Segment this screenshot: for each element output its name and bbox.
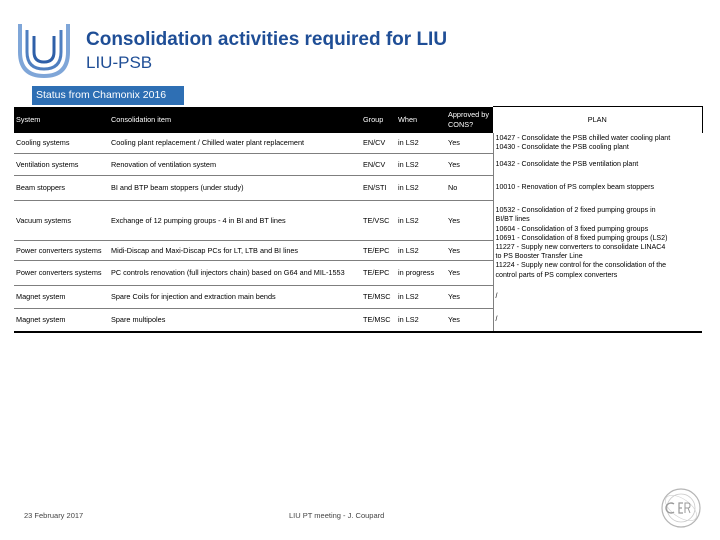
header-approved: Approved by CONS? [446, 107, 493, 133]
header-when: When [396, 107, 446, 133]
header-item: Consolidation item [109, 107, 361, 133]
cell-system: Ventilation systems [14, 154, 109, 176]
cell-when: in LS2 [396, 241, 446, 261]
table-row [14, 133, 702, 154]
cell-plan [493, 154, 702, 176]
cell-approved: Yes [446, 286, 493, 309]
plan-line: 11227 - Supply new converters to consolidate LINAC4 [495, 243, 666, 251]
status-badge: Status from Chamonix 2016 [32, 86, 184, 105]
footer-date: 23 February 2017 [24, 511, 84, 520]
cell-item: BI and BTP beam stoppers (under study) [109, 176, 361, 201]
cell-plan [493, 133, 702, 154]
cell-group: TE/MSC [361, 286, 396, 309]
cell-group: EN/CV [361, 133, 396, 154]
cell-system: Power converters systems [14, 261, 109, 286]
cell-approved: Yes [446, 133, 493, 154]
cell-when: in LS2 [396, 133, 446, 154]
cell-system: Cooling systems [14, 133, 109, 154]
plan-line: / [495, 314, 498, 323]
cell-approved: Yes [446, 241, 493, 261]
cell-system: Power converters systems [14, 241, 109, 261]
cell-group: EN/STI [361, 176, 396, 201]
cell-plan [493, 309, 702, 332]
cell-when: in progress [396, 261, 446, 286]
plan-line: 10532 - Consolidation of 2 fixed pumping groups in [495, 206, 656, 215]
cell-when: in LS2 [396, 309, 446, 332]
footer-meeting: LIU PT meeting - J. Coupard [289, 511, 385, 520]
plan-line: 10604 - Consolidation of 3 fixed pumping groups [495, 224, 649, 233]
plan-line: 10430 - Consolidate the PSB cooling plant [495, 143, 629, 151]
table-row [14, 309, 702, 332]
cell-approved: Yes [446, 261, 493, 286]
cell-plan [493, 176, 702, 201]
cell-group: TE/EPC [361, 241, 396, 261]
cell-item: Spare multipoles [109, 309, 361, 332]
plan-line: to PS Booster Transfer Line [495, 252, 583, 261]
cell-plan-merged [493, 201, 702, 286]
page-subtitle: LIU-PSB [86, 53, 153, 72]
table-row [14, 154, 702, 176]
cern-logo [659, 486, 703, 530]
cell-group: TE/VSC [361, 201, 396, 241]
cell-approved: Yes [446, 201, 493, 241]
cell-approved: No [446, 176, 493, 201]
cell-system: Magnet system [14, 286, 109, 309]
plan-line: 10427 - Consolidate the PSB chilled water cooling plant [495, 133, 671, 142]
table-row [14, 201, 702, 241]
cell-item: Renovation of ventilation system [109, 154, 361, 176]
plan-line: 10432 - Consolidate the PSB ventilation plant [495, 159, 639, 168]
cell-system: Magnet system [14, 309, 109, 332]
cell-group: EN/CV [361, 154, 396, 176]
cell-system: Vacuum systems [14, 201, 109, 241]
cell-approved: Yes [446, 309, 493, 332]
plan-line: BI/BT lines [495, 215, 530, 224]
table-row [14, 286, 702, 309]
plan-line: 11224 - Supply new control for the consolidation of the [495, 261, 667, 270]
cell-item: Exchange of 12 pumping groups - 4 in BI and BT lines [109, 201, 361, 241]
cell-when: in LS2 [396, 154, 446, 176]
plan-line: control parts of PS complex converters [495, 270, 618, 279]
cell-approved: Yes [446, 154, 493, 176]
table-row [14, 176, 702, 201]
page-title: Consolidation activities required for LIU [86, 29, 448, 50]
plan-line: 10691 - Consolidation of 8 fixed pumping groups (LS2) [495, 233, 668, 242]
header-plan: PLAN [493, 107, 702, 133]
cell-item: Midi-Discap and Maxi-Discap PCs for LT, LTB and BI lines [109, 241, 361, 261]
cell-group: TE/MSC [361, 309, 396, 332]
liu-logo [14, 22, 74, 80]
plan-line: / [495, 292, 498, 301]
cell-when: in LS2 [396, 201, 446, 241]
plan-line: 10010 - Renovation of PS complex beam stoppers [495, 183, 655, 192]
table-header-row [14, 107, 702, 133]
cell-item: Spare Coils for injection and extraction main bends [109, 286, 361, 309]
cell-item: PC controls renovation (full injectors chain) based on G64 and MIL-1553 [109, 261, 361, 286]
cell-item: Cooling plant replacement / Chilled water plant replacement [109, 133, 361, 154]
header-group: Group [361, 107, 396, 133]
header-system: System [14, 107, 109, 133]
cell-when: in LS2 [396, 176, 446, 201]
cell-group: TE/EPC [361, 261, 396, 286]
cell-when: in LS2 [396, 286, 446, 309]
cell-plan [493, 286, 702, 309]
consolidation-table [14, 106, 702, 328]
cell-system: Beam stoppers [14, 176, 109, 201]
